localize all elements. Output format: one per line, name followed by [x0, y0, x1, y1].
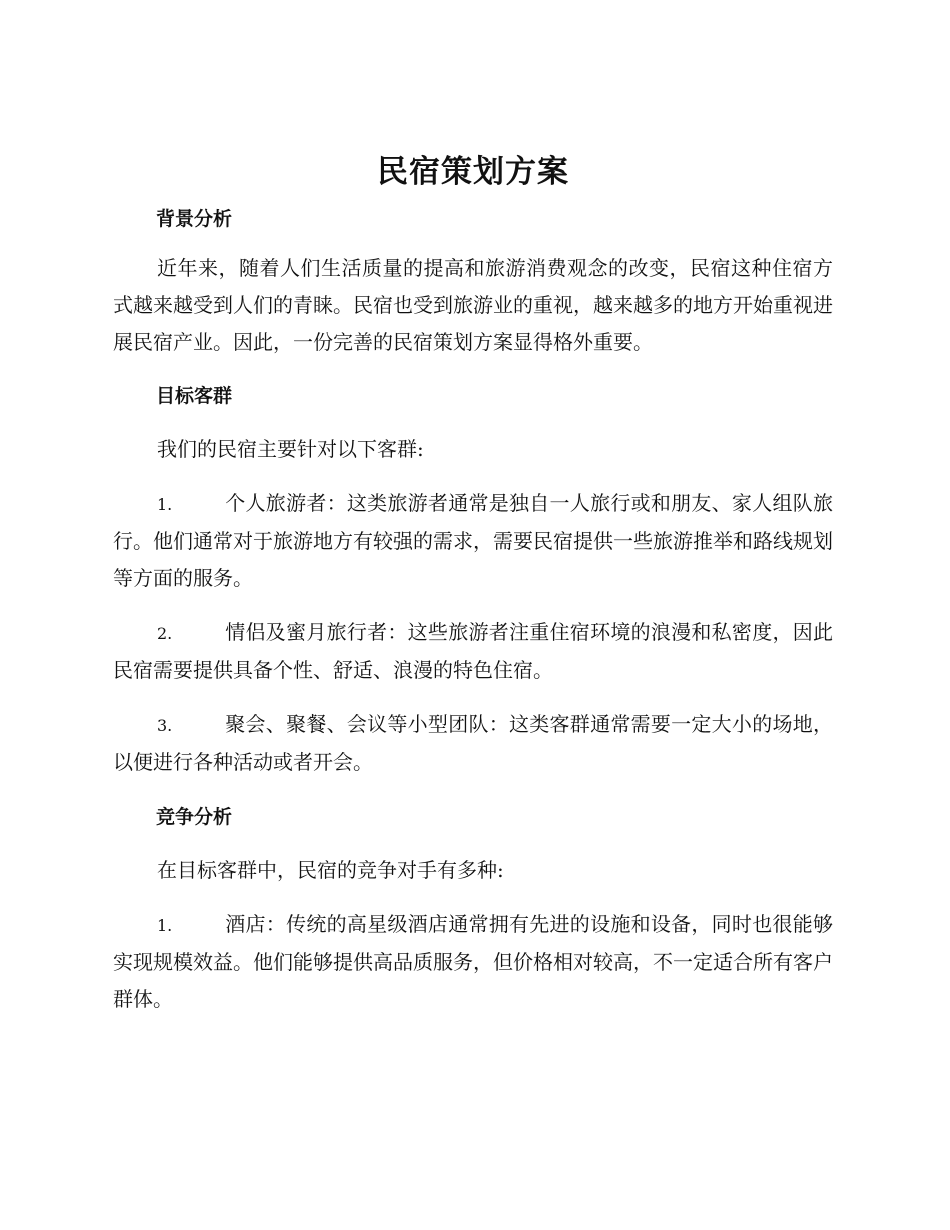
list-item-text: 聚会、聚餐、会议等小型团队：这类客群通常需要一定大小的场地，以便进行各种活动或者开会。 — [113, 712, 833, 774]
document-title: 民宿策划方案 — [377, 154, 569, 190]
section-heading-target-audience: 目标客群 — [156, 385, 233, 407]
list-number: 1. — [157, 495, 173, 514]
list-item — [113, 906, 833, 1018]
list-item-text: 酒店：传统的高星级酒店通常拥有先进的设施和设备，同时也很能够实现规模效益。他们能够提供高品质服务，但价格相对较高，不一定适合所有客户群体。 — [113, 912, 833, 1011]
target-audience-intro: 我们的民宿主要针对以下客群: — [157, 437, 424, 461]
list-item-text: 个人旅游者：这类旅游者通常是独自一人旅行或和朋友、家人组队旅行。他们通常对于旅游地方有较强的需求，需要民宿提供一些旅游推举和路线规划等方面的服务。 — [113, 491, 833, 590]
section-heading-competition: 竞争分析 — [156, 806, 233, 828]
list-number: 3. — [157, 716, 173, 735]
list-item — [113, 614, 833, 689]
list-number: 1. — [157, 916, 173, 935]
section-heading-background: 背景分析 — [156, 208, 233, 230]
list-item-text: 情侣及蜜月旅行者：这些旅游者注重住宿环境的浪漫和私密度，因此民宿需要提供具备个性、舒适、浪漫的特色住宿。 — [113, 620, 833, 682]
competition-intro: 在目标客群中，民宿的竞争对手有多种: — [157, 858, 504, 882]
document-page — [113, 150, 833, 1018]
list-number: 2. — [157, 624, 173, 643]
list-item — [113, 485, 833, 597]
list-item — [113, 706, 833, 781]
background-paragraph: 近年来，随着人们生活质量的提高和旅游消费观念的改变，民宿这种住宿方式越来越受到人们的青睐。民宿也受到旅游业的重视，越来越多的地方开始重视进展民宿产业。因此，一份完善的民宿策划方案显得格外重要。 — [113, 256, 833, 354]
